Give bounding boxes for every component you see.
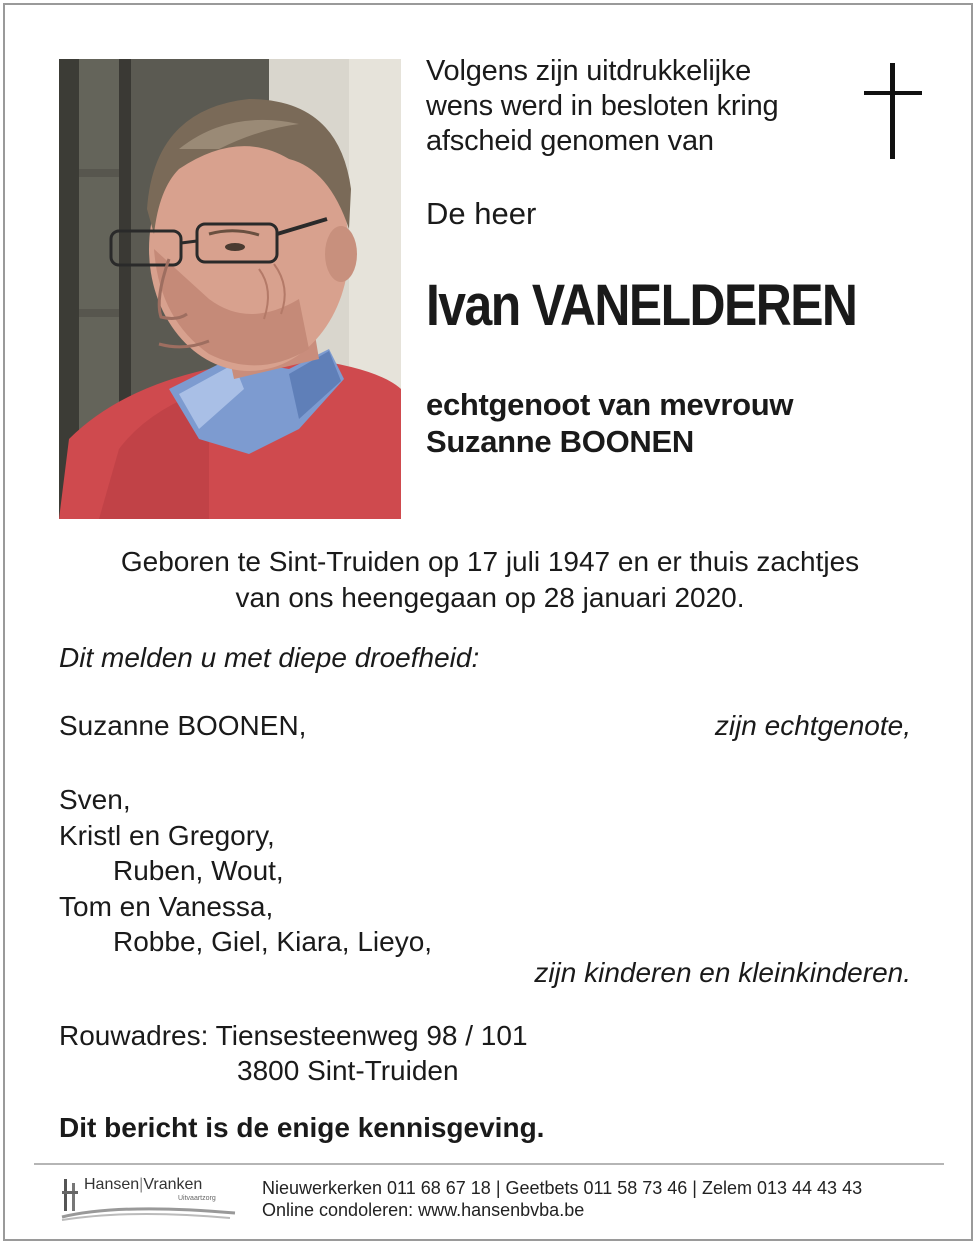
funeral-home-logo [60, 1173, 240, 1221]
spouse-entry-name: Suzanne BOONEN, [59, 710, 307, 741]
intro-line: Volgens zijn uitdrukkelijke [426, 55, 752, 87]
intro-text [426, 54, 846, 159]
logo-separator: | [139, 1176, 144, 1193]
intro-line: afscheid genomen van [426, 125, 714, 157]
logo-wordmark [84, 1176, 202, 1194]
contact-website: Online condoleren: www.hansenbvba.be [262, 1200, 585, 1220]
birth-line: van ons heengegaan op 28 januari 2020. [235, 582, 745, 613]
family-relation: zijn kinderen en kleinkinderen. [534, 957, 911, 988]
deceased-name: Ivan VANELDEREN [426, 273, 857, 338]
cross-icon [864, 63, 922, 159]
logo-part2: Vranken [143, 1176, 203, 1193]
family-list [59, 782, 432, 960]
spouse-entry-relation: zijn echtgenote, [714, 710, 911, 741]
family-line: Robbe, Giel, Kiara, Lieyo, [113, 926, 433, 957]
family-line: Kristl en Gregory, [59, 819, 275, 851]
spouse-block [426, 386, 793, 460]
spouse-line: echtgenoot van mevrouw [426, 387, 794, 422]
birth-text [40, 544, 940, 616]
contact-phones: Nieuwerkerken 011 68 67 18 | Geetbets 011 58 73 46 | Zelem 013 44 43 43 [262, 1178, 863, 1198]
family-line: Sven, [59, 784, 131, 815]
notice-text: Dit bericht is de enige kennisgeving. [59, 1112, 545, 1143]
address-line: 3800 Sint-Truiden [237, 1055, 459, 1086]
logo-subtitle: Uitvaartzorg [178, 1195, 216, 1202]
salutation: De heer [426, 196, 537, 231]
spouse-line: Suzanne BOONEN [426, 424, 694, 459]
address-block [59, 1018, 528, 1088]
logo-part1: Hansen [84, 1176, 140, 1193]
announcement: Dit melden u met diepe droefheid: [59, 642, 480, 673]
family-line: Tom en Vanessa, [59, 890, 274, 922]
address-line: Rouwadres: Tiensesteenweg 98 / 101 [59, 1020, 528, 1051]
portrait-illustration [59, 59, 401, 519]
intro-line: wens werd in besloten kring [426, 90, 779, 122]
contact-info [262, 1177, 862, 1221]
birth-line: Geboren te Sint-Truiden op 17 juli 1947 en er thuis zachtjes [120, 546, 860, 577]
portrait-photo [59, 59, 401, 519]
family-line: Ruben, Wout, [113, 855, 284, 886]
footer-divider [34, 1163, 944, 1165]
